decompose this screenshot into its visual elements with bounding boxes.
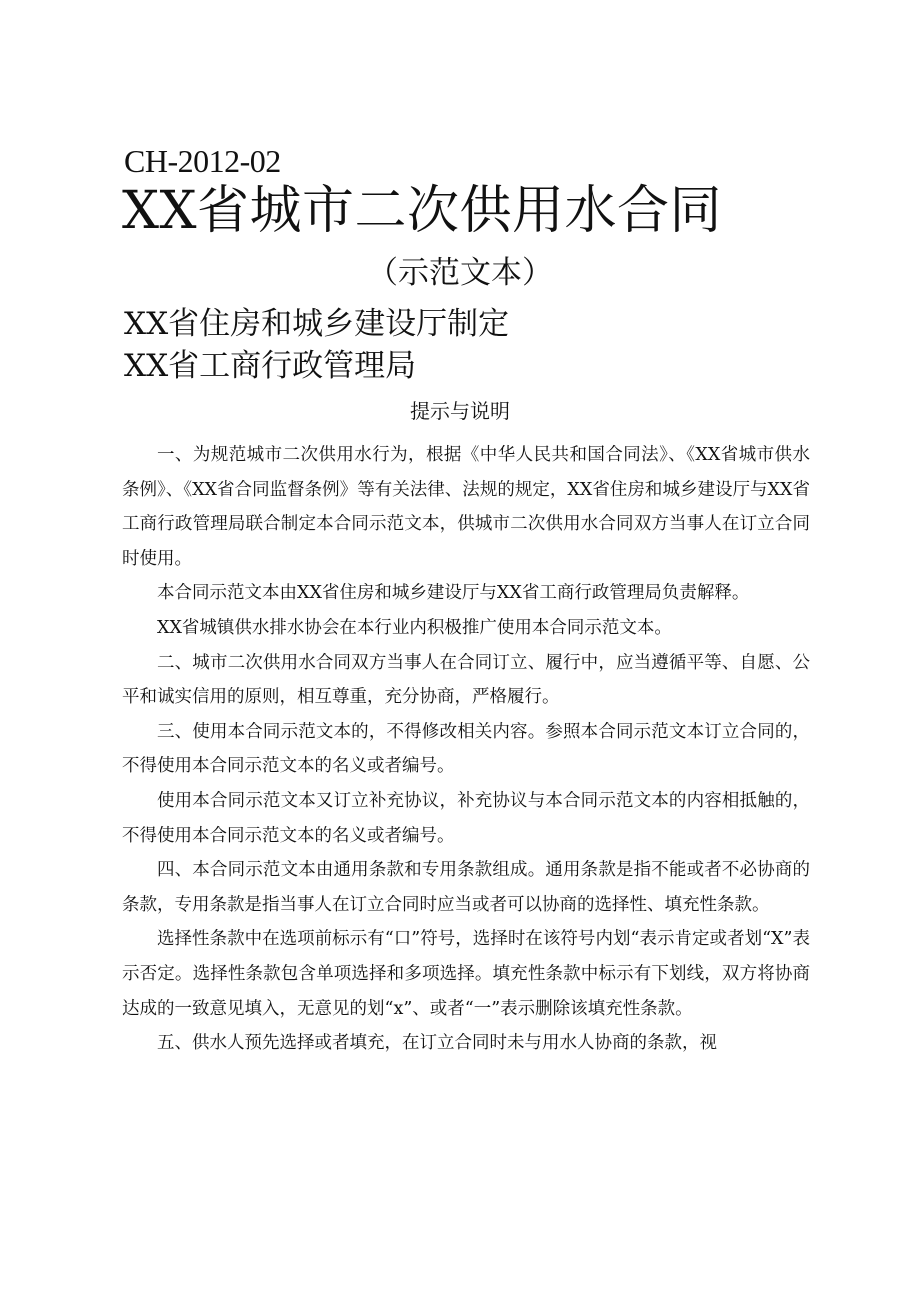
paragraph: XX省城镇供水排水协会在本行业内积极推广使用本合同示范文本。 <box>157 617 672 638</box>
section-heading: 提示与说明 <box>410 399 510 423</box>
paragraph: 二、城市二次供用水合同双方当事人在合同订立、履行中，应当遵循平等、自愿、公平和诚实信用的原则，相互尊重，充分协商，严格履行。 <box>122 652 810 708</box>
paragraph: 本合同示范文本由XX省住房和城乡建设厅与XX省工商行政管理局负责解释。 <box>157 583 750 604</box>
paragraph: 使用本合同示范文本又订立补充协议，补充协议与本合同示范文本的内容相抵触的，不得使用本合同示范文本的名义或者编号。 <box>122 790 810 846</box>
paragraph: 选择性条款中在选项前标示有“口”符号，选择时在该符号内划“表示肯定或者划“X”表示否定。选择性条款包含单项选择和多项选择。填充性条款中标示有下划线，双方将协商达成的一致意见填入，无意见的划“x”、或者“一”表示删除该填充性条款。 <box>122 929 810 1019</box>
document-title: XX省城市二次供用水合同 <box>122 181 723 241</box>
paragraph: 五、供水人预先选择或者填充，在订立合同时未与用水人协商的条款，视 <box>157 1033 717 1054</box>
issuer-line: XX省工商行政管理局 <box>124 348 417 384</box>
instructions-body <box>122 438 810 1061</box>
issuer-line: XX省住房和城乡建设厅制定 <box>124 306 510 342</box>
paragraph: 一、为规范城市二次供用水行为，根据《中华人民共和国合同法》、《XX省城市供水条例》、《XX省合同监督条例》等有关法律、法规的规定，XX省住房和城乡建设厅与XX省工商行政管理局联合制定本合同示范文本，供城市二次供用水合同双方当事人在订立合同时使用。 <box>122 445 810 569</box>
document-subtitle: （示范文本） <box>367 255 553 291</box>
document-code: CH-2012-02 <box>124 143 281 179</box>
paragraph: 四、本合同示范文本由通用条款和专用条款组成。通用条款是指不能或者不必协商的条款，专用条款是指当事人在订立合同时应当或者可以协商的选择性、填充性条款。 <box>122 860 810 915</box>
paragraph: 三、使用本合同示范文本的，不得修改相关内容。参照本合同示范文本订立合同的，不得使用本合同示范文本的名义或者编号。 <box>122 721 810 777</box>
